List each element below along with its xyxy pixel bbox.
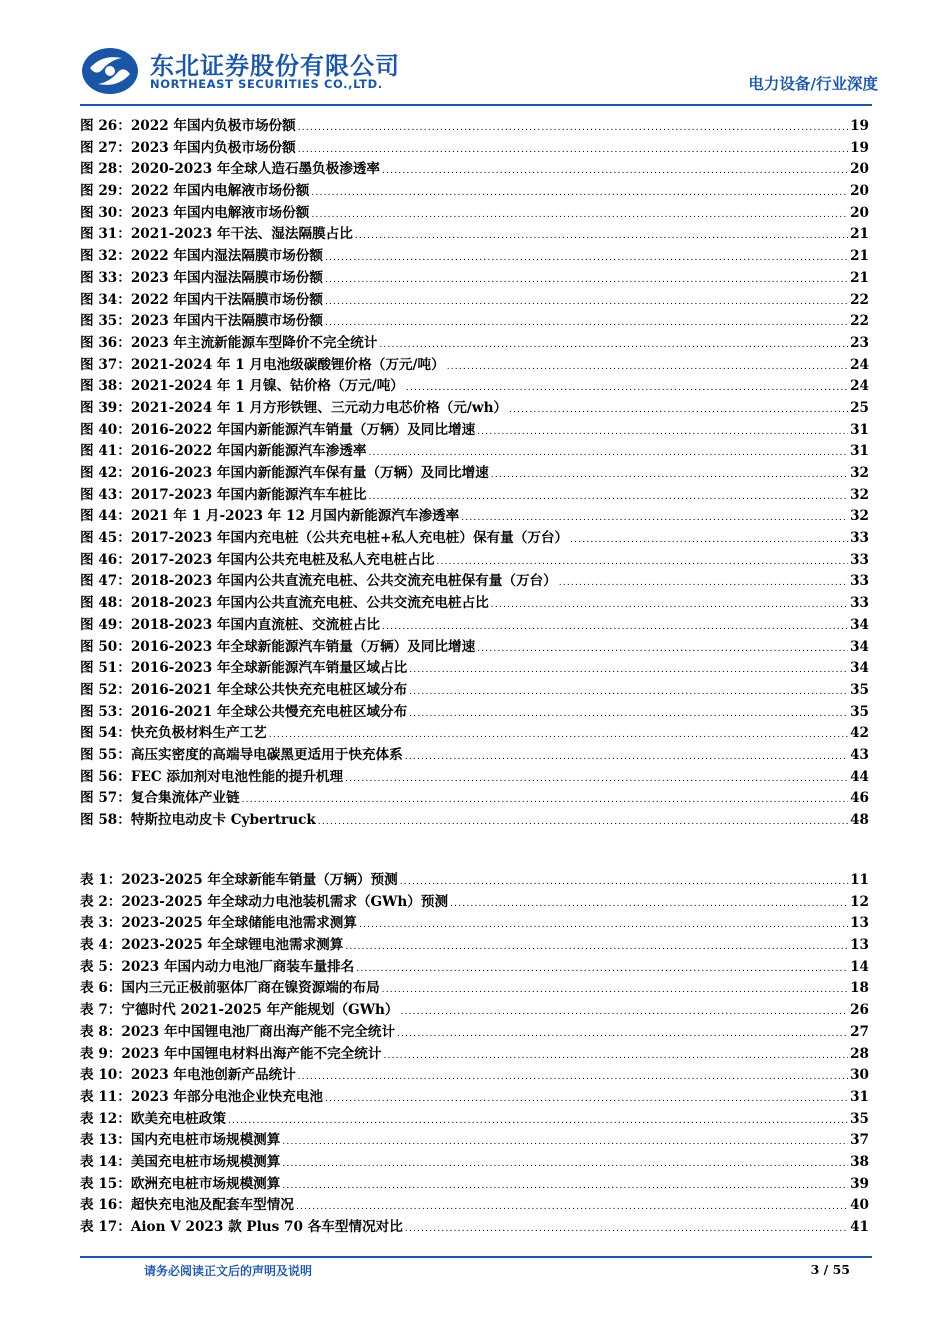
figure-entry-label: 图 26：2022 年国内负极市场份额 (80, 118, 296, 134)
figure-entry[interactable] (80, 222, 869, 244)
figure-entry-label: 图 49：2018-2023 年国内直流桩、交流桩占比 (80, 616, 381, 633)
figure-entry[interactable] (80, 266, 869, 288)
table-entry[interactable] (80, 1193, 869, 1215)
table-entry[interactable] (80, 955, 869, 977)
dot-leader (409, 665, 848, 675)
figure-entry-page: 34 (850, 660, 869, 677)
table-entry[interactable] (80, 1063, 869, 1085)
figure-entry-page: 33 (850, 595, 869, 612)
figure-entry-label: 图 52：2016-2021 年全球公共快充充电桩区域分布 (80, 681, 408, 698)
figure-entry-label: 图 30：2023 年国内电解液市场份额 (80, 204, 310, 221)
table-entry-label: 表 8：2023 年中国锂电池厂商出海产能不完全统计 (80, 1023, 396, 1040)
table-entry-label: 表 11：2023 年部分电池企业快充电池 (80, 1088, 323, 1105)
table-entry-page: 37 (850, 1132, 869, 1149)
figure-entry[interactable] (80, 201, 869, 223)
table-entry-label: 表 13：国内充电桩市场规模测算 (80, 1132, 281, 1149)
dot-leader (382, 985, 848, 995)
figure-entry-label: 图 45：2017-2023 年国内充电桩（公共充电桩+私人充电桩）保有量（万台） (80, 530, 569, 547)
figure-entry-page: 42 (850, 725, 869, 742)
dot-leader (477, 427, 848, 437)
dot-leader (355, 231, 848, 241)
figure-entry-page: 33 (850, 573, 869, 590)
figure-entry[interactable] (80, 244, 869, 266)
dot-leader (491, 470, 848, 480)
figure-entry[interactable] (80, 700, 869, 722)
figure-entry[interactable] (80, 353, 869, 375)
table-entry[interactable] (80, 868, 869, 890)
figure-entry-label: 图 27：2023 年国内负极市场份额 (80, 139, 296, 156)
table-entry-label: 表 9：2023 年中国锂电材料出海产能不完全统计 (80, 1045, 382, 1062)
dot-leader (325, 275, 848, 285)
dot-leader (406, 383, 848, 393)
figure-entry-page: 33 (850, 530, 869, 547)
figure-entry-page: 21 (850, 269, 869, 286)
figure-entry-page: 35 (850, 681, 869, 698)
table-entry-label: 表 16：超快充电池及配套车型情况 (80, 1197, 294, 1214)
dot-leader (318, 817, 848, 827)
figure-entry-label: 图 29：2022 年国内电解液市场份额 (80, 183, 310, 200)
figure-entry-label: 图 58：特斯拉电动皮卡 Cybertruck (80, 812, 316, 828)
table-entry-label: 表 17：Aion V 2023 款 Plus 70 各车型情况对比 (80, 1219, 403, 1235)
figure-index (80, 114, 869, 830)
table-entry-label: 表 10：2023 年电池创新产品统计 (80, 1067, 296, 1084)
figure-entry[interactable] (80, 635, 869, 657)
dot-leader (405, 1224, 848, 1234)
figure-entry-label: 图 39：2021-2024 年 1 月方形铁锂、三元动力电芯价格（元/wh） (80, 399, 508, 416)
table-entry-page: 38 (850, 1153, 869, 1170)
dot-leader (400, 1007, 848, 1017)
figure-entry-label: 图 53：2016-2021 年全球公共慢充充电桩区域分布 (80, 703, 408, 720)
dot-leader (269, 730, 848, 740)
dot-leader (325, 297, 848, 307)
table-entry[interactable] (80, 911, 869, 933)
figure-entry-page: 25 (850, 399, 869, 416)
figure-entry[interactable] (80, 526, 869, 548)
figure-entry[interactable] (80, 114, 869, 136)
dot-leader (282, 1137, 848, 1147)
figure-entry-label: 图 48：2018-2023 年国内公共直流充电桩、公共交流充电桩占比 (80, 595, 489, 612)
table-entry-page: 40 (850, 1197, 869, 1214)
dot-leader (298, 145, 848, 155)
table-entry[interactable] (80, 998, 869, 1020)
dot-leader (356, 964, 848, 974)
figure-entry-label: 图 31：2021-2023 年干法、湿法隔膜占比 (80, 226, 353, 243)
page-number: 3 / 55 (810, 1262, 850, 1277)
table-entry[interactable] (80, 1172, 869, 1194)
dot-leader (296, 1202, 848, 1212)
company-name-cn: 东北证券股份有限公司 (150, 52, 400, 80)
figure-entry-label: 图 46：2017-2023 年国内公共充电桩及私人充电桩占比 (80, 551, 435, 568)
dot-leader (382, 622, 848, 632)
dot-leader (282, 1159, 848, 1169)
figure-entry-page: 34 (850, 616, 869, 633)
figure-entry[interactable] (80, 743, 869, 765)
figure-entry[interactable] (80, 157, 869, 179)
figure-entry-label: 图 37：2021-2024 年 1 月电池级碳酸锂价格（万元/吨） (80, 356, 445, 373)
table-entry[interactable] (80, 1085, 869, 1107)
table-entry-page: 26 (850, 1002, 869, 1019)
figure-entry-page: 22 (850, 291, 869, 308)
table-entry-page: 13 (850, 937, 869, 954)
figure-entry-page: 24 (850, 378, 869, 395)
dot-leader (450, 899, 848, 909)
table-entry-label: 表 3：2023-2025 年全球储能电池需求测算 (80, 915, 357, 932)
dot-leader (409, 687, 848, 697)
figure-entry-page: 44 (850, 768, 869, 785)
dot-leader (436, 557, 848, 567)
table-entry-page: 31 (850, 1088, 869, 1105)
table-entry-page: 27 (850, 1023, 869, 1040)
figure-entry-page: 21 (850, 248, 869, 265)
figure-entry[interactable] (80, 418, 869, 440)
table-entry-label: 表 6：国内三元正极前驱体厂商在镍资源端的布局 (80, 980, 380, 997)
figure-entry[interactable] (80, 461, 869, 483)
page-header (80, 42, 880, 100)
table-entry[interactable] (80, 1150, 869, 1172)
figure-entry-page: 22 (850, 313, 869, 330)
figure-entry-page: 48 (850, 812, 869, 828)
figure-entry[interactable] (80, 374, 869, 396)
table-entry-page: 13 (850, 915, 869, 932)
table-entry[interactable] (80, 1020, 869, 1042)
table-index (80, 868, 869, 1237)
figure-entry-page: 19 (850, 118, 869, 134)
figure-entry[interactable] (80, 569, 869, 591)
figure-entry-page: 19 (850, 139, 869, 156)
dot-leader (379, 340, 848, 350)
figure-entry-label: 图 28：2020-2023 年全球人造石墨负极渗透率 (80, 161, 381, 178)
northeast-securities-logo-icon (80, 46, 140, 96)
figure-entry[interactable] (80, 548, 869, 570)
table-entry-page: 30 (850, 1067, 869, 1084)
dot-leader (311, 188, 848, 198)
figure-entry-label: 图 42：2016-2023 年国内新能源汽车保有量（万辆）及同比增速 (80, 465, 489, 481)
figure-entry[interactable] (80, 504, 869, 526)
dot-leader (325, 1094, 848, 1104)
figure-entry-label: 图 56：FEC 添加剂对电池性能的提升机理 (80, 768, 344, 785)
figure-entry-page: 21 (850, 226, 869, 243)
figure-entry[interactable] (80, 591, 869, 613)
dot-leader (447, 362, 848, 372)
dot-leader (382, 166, 848, 176)
table-entry[interactable] (80, 1128, 869, 1150)
figure-entry-page: 32 (850, 508, 869, 525)
dot-leader (570, 535, 848, 545)
table-entry-page: 12 (850, 893, 869, 910)
table-entry-label: 表 7：宁德时代 2021-2025 年产能规划（GWh） (80, 1002, 399, 1019)
disclaimer-note: 请务必阅读正文后的声明及说明 (144, 1264, 313, 1278)
table-entry-label: 表 15：欧洲充电桩市场规模测算 (80, 1175, 281, 1192)
figure-entry-page: 35 (850, 703, 869, 720)
table-entry-page: 18 (850, 980, 869, 997)
figure-entry-page: 24 (850, 356, 869, 373)
figure-entry[interactable] (80, 656, 869, 678)
dot-leader (383, 1051, 848, 1061)
table-entry-page: 39 (850, 1175, 869, 1192)
table-entry[interactable] (80, 1107, 869, 1129)
figure-entry-label: 图 47：2018-2023 年国内公共直流充电桩、公共交流充电桩保有量（万台） (80, 573, 557, 590)
table-entry-label: 表 4：2023-2025 年全球锂电池需求测算 (80, 937, 344, 954)
dot-leader (359, 920, 848, 930)
table-entry[interactable] (80, 890, 869, 912)
table-entry-page: 11 (850, 872, 869, 888)
dot-leader (298, 123, 848, 133)
dot-leader (477, 644, 848, 654)
figure-entry-page: 43 (850, 746, 869, 763)
figure-entry-label: 图 33：2023 年国内湿法隔膜市场份额 (80, 269, 323, 286)
figure-entry-page: 33 (850, 551, 869, 568)
figure-entry[interactable] (80, 439, 869, 461)
figure-entry-page: 20 (850, 183, 869, 200)
table-entry-page: 28 (850, 1045, 869, 1062)
dot-leader (368, 448, 848, 458)
figure-entry-label: 图 50：2016-2023 年全球新能源汽车销量（万辆）及同比增速 (80, 638, 476, 655)
figure-entry[interactable] (80, 808, 869, 830)
figure-entry[interactable] (80, 678, 869, 700)
dot-leader (400, 877, 848, 887)
dot-leader (345, 942, 848, 952)
figure-entry-page: 20 (850, 161, 869, 178)
dot-leader (228, 1116, 848, 1126)
figure-entry-label: 图 35：2023 年国内干法隔膜市场份额 (80, 313, 323, 330)
table-entry-page: 35 (850, 1110, 869, 1127)
figure-entry[interactable] (80, 331, 869, 353)
table-entry-label: 表 14：美国充电桩市场规模测算 (80, 1153, 281, 1170)
dot-leader (559, 578, 848, 588)
figure-entry-page: 31 (850, 421, 869, 438)
dot-leader (311, 210, 848, 220)
report-section-label: 电力设备/行业深度 (748, 75, 878, 93)
table-entry-label: 表 5：2023 年国内动力电池厂商装车量排名 (80, 958, 355, 975)
figure-entry[interactable] (80, 396, 869, 418)
figure-entry-label: 图 40：2016-2022 年国内新能源汽车销量（万辆）及同比增速 (80, 421, 476, 438)
figure-entry-page: 23 (850, 334, 869, 351)
figure-entry-label: 图 55：高压实密度的高端导电碳黑更适用于快充体系 (80, 746, 403, 763)
table-entry-label: 表 1：2023-2025 年全球新能车销量（万辆）预测 (80, 872, 398, 888)
company-name-en: NORTHEAST SECURITIES CO.,LTD. (150, 77, 383, 91)
figure-entry[interactable] (80, 483, 869, 505)
dot-leader (461, 513, 848, 523)
figure-entry-label: 图 44：2021 年 1 月-2023 年 12 月国内新能源汽车渗透率 (80, 508, 460, 525)
table-entry[interactable] (80, 933, 869, 955)
figure-entry[interactable] (80, 721, 869, 743)
figure-entry-page: 34 (850, 638, 869, 655)
figure-entry[interactable] (80, 786, 869, 808)
figure-entry-label: 图 54：快充负极材料生产工艺 (80, 725, 267, 742)
table-entry[interactable] (80, 976, 869, 998)
table-entry-label: 表 12：欧美充电桩政策 (80, 1110, 226, 1127)
figure-entry-page: 46 (850, 790, 869, 807)
figure-entry-label: 图 32：2022 年国内湿法隔膜市场份额 (80, 248, 323, 265)
figure-entry-label: 图 34：2022 年国内干法隔膜市场份额 (80, 291, 323, 308)
dot-leader (491, 600, 848, 610)
figure-entry-label: 图 57：复合集流体产业链 (80, 790, 240, 807)
figure-entry-label: 图 51：2016-2023 年全球新能源汽车销量区域占比 (80, 660, 408, 677)
dot-leader (509, 405, 848, 415)
figure-entry-label: 图 38：2021-2024 年 1 月镍、钴价格（万元/吨） (80, 378, 404, 395)
dot-leader (282, 1181, 848, 1191)
table-entry-label: 表 2：2023-2025 年全球动力电池装机需求（GWh）预测 (80, 893, 449, 910)
footer-divider (80, 1256, 872, 1258)
figure-entry-label: 图 43：2017-2023 年国内新能源汽车车桩比 (80, 486, 367, 503)
table-entry[interactable] (80, 1215, 869, 1237)
table-entry-page: 14 (850, 958, 869, 975)
figure-entry-page: 31 (850, 443, 869, 460)
figure-entry[interactable] (80, 309, 869, 331)
table-entry[interactable] (80, 1042, 869, 1064)
figure-entry[interactable] (80, 136, 869, 158)
dot-leader (325, 253, 848, 263)
figure-entry[interactable] (80, 288, 869, 310)
figure-entry-page: 32 (850, 465, 869, 481)
header-divider (80, 104, 872, 106)
dot-leader (405, 752, 848, 762)
dot-leader (242, 795, 848, 805)
dot-leader (397, 1029, 848, 1039)
dot-leader (368, 492, 848, 502)
dot-leader (298, 1072, 848, 1082)
table-entry-page: 41 (850, 1219, 869, 1235)
figure-entry-page: 20 (850, 204, 869, 221)
figure-entry-label: 图 41：2016-2022 年国内新能源汽车渗透率 (80, 443, 367, 460)
figure-entry-label: 图 36：2023 年主流新能源车型降价不完全统计 (80, 334, 378, 351)
dot-leader (409, 709, 848, 719)
figure-entry[interactable] (80, 613, 869, 635)
figure-entry[interactable] (80, 765, 869, 787)
figure-entry-page: 32 (850, 486, 869, 503)
figure-entry[interactable] (80, 179, 869, 201)
dot-leader (345, 774, 848, 784)
dot-leader (325, 318, 848, 328)
